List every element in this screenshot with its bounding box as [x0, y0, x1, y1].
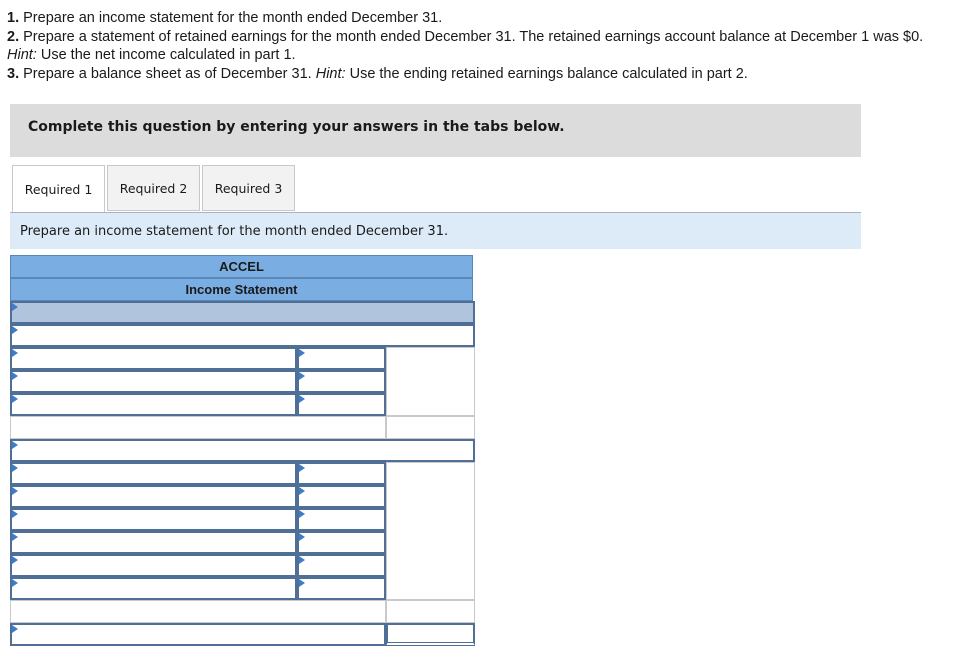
instructions — [7, 9, 952, 83]
revenue-account-input[interactable] — [10, 370, 297, 393]
dropdown-arrow-icon — [12, 533, 18, 541]
dropdown-arrow-icon — [12, 303, 18, 311]
dropdown-arrow-icon — [12, 487, 18, 495]
tab-required-1[interactable]: Required 1 — [12, 165, 105, 213]
total-revenue-column — [386, 347, 475, 416]
total-expenses-label — [10, 600, 386, 623]
dropdown-arrow-icon — [299, 556, 305, 564]
expense-account-input[interactable] — [10, 462, 297, 485]
dropdown-arrow-icon — [299, 510, 305, 518]
revenue-account-input[interactable] — [10, 347, 297, 370]
expense-account-input[interactable] — [10, 531, 297, 554]
total-expenses-column — [386, 462, 475, 600]
instruction-2: 2. Prepare a statement of retained earnings for the month ended December 31. The retained earnings account balance at December 1 was $0. Hint: Use the net income calculated in part 1. — [7, 28, 924, 63]
expense-account-input[interactable] — [10, 485, 297, 508]
expense-amount-input[interactable] — [297, 554, 386, 577]
dropdown-arrow-icon — [12, 625, 18, 633]
total-expenses-amount — [386, 600, 475, 623]
revenue-amount-input[interactable] — [297, 393, 386, 416]
tab-required-3[interactable]: Required 3 — [202, 165, 295, 211]
dropdown-arrow-icon — [12, 395, 18, 403]
revenue-account-input[interactable] — [10, 393, 297, 416]
expenses-header-input[interactable] — [10, 439, 475, 462]
tab-required-2[interactable]: Required 2 — [107, 165, 200, 211]
dropdown-arrow-icon — [12, 510, 18, 518]
expense-account-input[interactable] — [10, 508, 297, 531]
expense-amount-input[interactable] — [297, 577, 386, 600]
dropdown-arrow-icon — [299, 487, 305, 495]
expense-account-input[interactable] — [10, 554, 297, 577]
expense-amount-input[interactable] — [297, 485, 386, 508]
net-income-label-input[interactable] — [10, 623, 386, 646]
expense-amount-input[interactable] — [297, 462, 386, 485]
instruction-1: 1. Prepare an income statement for the month ended December 31. — [7, 10, 443, 26]
company-name: ACCEL — [10, 255, 473, 278]
dropdown-arrow-icon — [299, 349, 305, 357]
dropdown-arrow-icon — [299, 395, 305, 403]
dropdown-arrow-icon — [12, 441, 18, 449]
dropdown-arrow-icon — [12, 349, 18, 357]
revenue-amount-input[interactable] — [297, 347, 386, 370]
expense-amount-input[interactable] — [297, 531, 386, 554]
statement-title: Income Statement — [10, 278, 473, 301]
task-prompt: Prepare an income statement for the month ended December 31. — [10, 213, 861, 249]
instruction-3: 3. Prepare a balance sheet as of December 31. Hint: Use the ending retained earnings balance calculated in part 2. — [7, 65, 748, 82]
net-income-amount-input[interactable] — [386, 623, 475, 646]
banner-text: Complete this question by entering your answers in the tabs below. — [28, 119, 565, 135]
dropdown-arrow-icon — [12, 326, 18, 334]
dropdown-arrow-icon — [12, 579, 18, 587]
expense-amount-input[interactable] — [297, 508, 386, 531]
expense-account-input[interactable] — [10, 577, 297, 600]
total-revenues-amount — [386, 416, 475, 439]
dropdown-arrow-icon — [299, 579, 305, 587]
dropdown-arrow-icon — [299, 372, 305, 380]
revenue-header-input[interactable] — [10, 324, 475, 347]
dropdown-arrow-icon — [12, 372, 18, 380]
dropdown-arrow-icon — [299, 533, 305, 541]
instruction-banner — [10, 104, 861, 157]
dropdown-arrow-icon — [299, 464, 305, 472]
revenue-amount-input[interactable] — [297, 370, 386, 393]
statement-date-input[interactable] — [10, 301, 475, 324]
total-revenues-label — [10, 416, 386, 439]
dropdown-arrow-icon — [12, 464, 18, 472]
income-statement-worksheet — [10, 255, 475, 646]
dropdown-arrow-icon — [12, 556, 18, 564]
